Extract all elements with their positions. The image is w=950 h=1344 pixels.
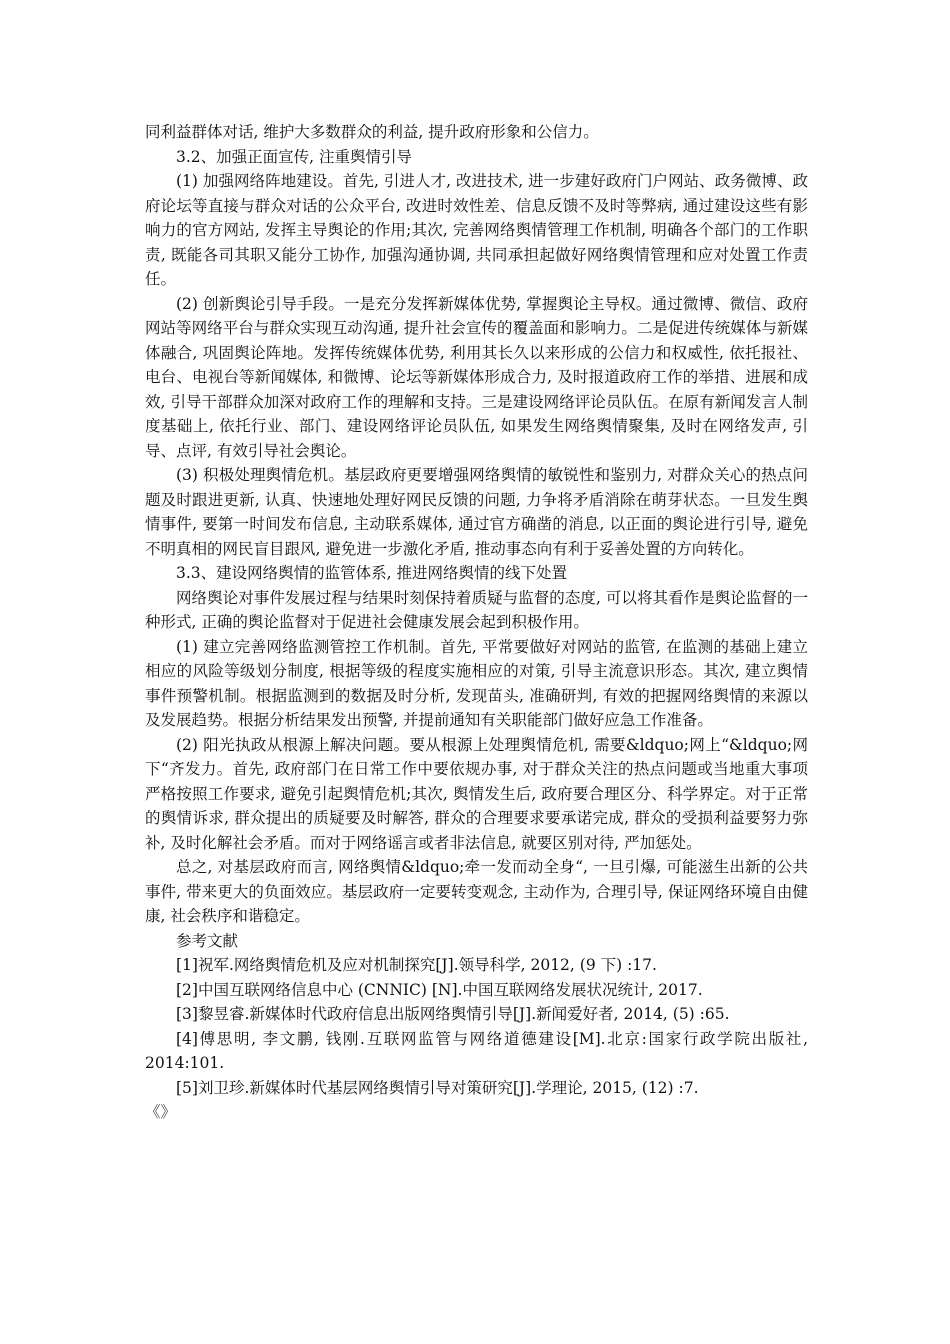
paragraph-monitoring: (1) 建立完善网络监测管控工作机制。首先, 平常要做好对网站的监管, 在监测的基础上建立相应的风险等级划分制度, 根据等级的程度实施相应的对策, 引导主流意识形态。其次, 建立舆情事件预警机制。根据监测到的数据及时分析, 发现苗头, 准确研判, 有效的把握网络舆情的来源以及发展趋势。根据分析结果发出预警, 并提前通知有关职能部门做好应急工作准备。	[145, 637, 808, 729]
paragraph-network-position: (1) 加强网络阵地建设。首先, 引进人才, 改进技术, 进一步建好政府门户网站、政务微博、政府论坛等直接与群众对话的公众平台, 改进时效性差、信息反馈不及时等弊病, 通过建设这些有影响力的官方网站, 发挥主导舆论的作用;其次, 完善网络舆情管理工作机制, 明确各个部门的工作职责, 既能各司其职又能分工协作, 加强沟通协调, 共同承担起做好网络舆情管理和应对处置工作责任。	[145, 172, 808, 288]
paragraph-crisis-handling: (3) 积极处理舆情危机。基层政府更要增强网络舆情的敏锐性和鉴别力, 对群众关心的热点问题及时跟进更新, 认真、快速地处理好网民反馈的问题, 力争将矛盾消除在萌芽状态。一旦发生舆情事件, 要第一时间发布信息, 主动联系媒体, 通过官方确凿的消息, 以正面的舆论进行引导, 避免不明真相的网民盲目跟风, 避免进一步激化矛盾, 推动事态向有利于妥善处置的方向转化。	[145, 466, 808, 558]
paragraph-conclusion: 总之, 对基层政府而言, 网络舆情&ldquo;牵一发而动全身“, 一旦引爆, 可能滋生出新的公共事件, 带来更大的负面效应。基层政府一定要转变观念, 主动作为, 合理引导, 保证网络环境自由健康, 社会秩序和谐稳定。	[145, 858, 808, 925]
reference-item: [3]黎昱睿.新媒体时代政府信息出版网络舆情引导[J].新闻爱好者, 2014, (5) :65.	[176, 1005, 730, 1023]
reference-item: [5]刘卫珍.新媒体时代基层网络舆情引导对策研究[J].学理论, 2015, (12) :7.	[176, 1078, 699, 1097]
section-heading-3-2: 3.2、加强正面宣传, 注重舆情引导	[176, 147, 413, 166]
trailing-brackets: 《》	[145, 1103, 177, 1121]
paragraph-innovate-guidance: (2) 创新舆论引导手段。一是充分发挥新媒体优势, 掌握舆论主导权。通过微博、微信、政府网站等网络平台与群众实现互动沟通, 提升社会宣传的覆盖面和影响力。二是促进传统媒体与新媒体融合, 巩固舆论阵地。发挥传统媒体优势, 利用其长久以来形成的公信力和权威性, 依托报社、电台、电视台等新闻媒体, 和微博、论坛等新媒体形成合力, 及时报道政府工作的举措、进展和成效, 引导干部群众加深对政府工作的理解和支持。三是建设网络评论员队伍。在原有新闻发言人制度基础上, 依托行业、部门、建设网络评论员队伍, 如果发生网络舆情聚集, 及时在网络发声, 引导、点评, 有效引导社会舆论。	[145, 294, 808, 460]
document-body	[145, 120, 808, 1125]
paragraph-intro: 同利益群体对话, 维护大多数群众的利益, 提升政府形象和公信力。	[145, 123, 599, 141]
section-heading-3-3: 3.3、建设网络舆情的监管体系, 推进网络舆情的线下处置	[176, 564, 568, 582]
paragraph-sunshine-governance: (2) 阳光执政从根源上解决问题。要从根源上处理舆情危机, 需要&ldquo;网上“&ldquo;网下“齐发力。首先, 政府部门在日常工作中要依规办事, 对于群众关注的热点问题或当地重大事项严格按照工作要求, 避免引起舆情危机;其次, 舆情发生后, 政府要合理区分、科学界定。对于正常的舆情诉求, 群众提出的质疑要及时解答, 群众的合理要求要承诺完成, 群众的受损利益要努力弥补, 及时化解社会矛盾。而对于网络谣言或者非法信息, 就要区别对待, 严加惩处。	[145, 735, 808, 852]
paragraph-supervision: 网络舆论对事件发展过程与结果时刻保持着质疑与监督的态度, 可以将其看作是舆论监督的一种形式, 正确的舆论监督对于促进社会健康发展会起到积极作用。	[145, 588, 808, 631]
reference-item: [1]祝军.网络舆情危机及应对机制探究[J].领导科学, 2012, (9 下) :17.	[176, 956, 657, 974]
reference-item: [4]傅思明, 李文鹏, 钱刚.互联网监管与网络道德建设[M].北京:国家行政学院出版社, 2014:101.	[145, 1029, 808, 1072]
reference-item: [2]中国互联网络信息中心 (CNNIC) [N].中国互联网络发展状况统计, 2017.	[176, 980, 703, 999]
references-title: 参考文献	[176, 931, 239, 950]
